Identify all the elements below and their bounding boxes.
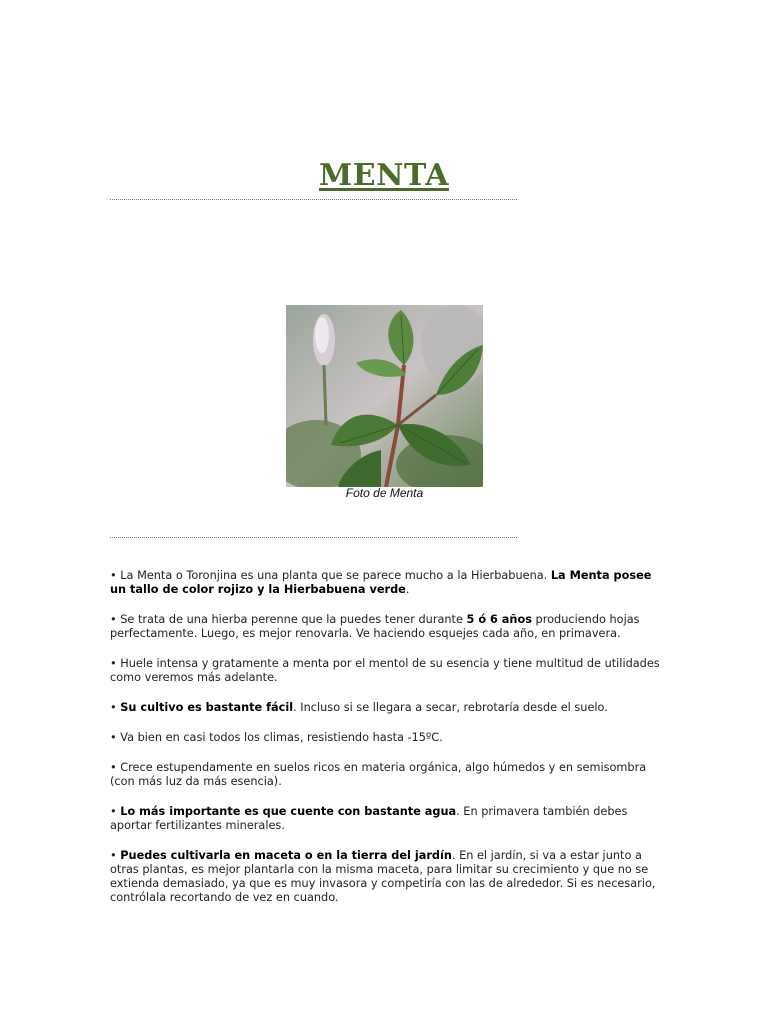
bullet-text: Se trata de una hierba perenne que la puedes tener durante (116, 613, 467, 626)
bullet-list (110, 569, 670, 921)
bullet-marker: • (110, 849, 117, 862)
bullet-text: La Menta o Toronjina es una planta que se parece mucho a la Hierbabuena. (116, 569, 551, 582)
bullet-text-bold: Lo más importante es que cuente con bastante agua (120, 805, 457, 818)
bullet-text: . Incluso si se llegara a secar, rebrotaría desde el suelo. (293, 701, 608, 714)
photo-caption: Foto de Menta (345, 486, 424, 500)
mint-photo (286, 305, 483, 487)
bullet-text: produciendo hojas perfectamente. Luego, es mejor renovarla. Ve haciendo esquejes cada año, en primavera. (110, 613, 640, 640)
bullet-item (110, 805, 670, 833)
bullet-marker: • (110, 805, 117, 818)
bullet-marker: • (110, 613, 117, 626)
bullet-item (110, 569, 670, 597)
bullet-text: . En primavera también debes aportar fertilizantes minerales. (110, 805, 628, 832)
bullet-text: Crece estupendamente en suelos ricos en materia orgánica, algo húmedos y en semisombra (con más luz da más esencia). (110, 761, 647, 788)
page-title: MENTA (319, 158, 449, 193)
bullet-marker: • (110, 657, 117, 670)
bullet-marker: • (110, 569, 117, 582)
bullet-marker: • (110, 731, 117, 744)
bullet-text: Va bien en casi todos los climas, resistiendo hasta -15ºC. (116, 731, 443, 744)
bullet-text: . (405, 583, 410, 596)
bullet-text-bold: 5 ó 6 años (466, 613, 532, 626)
bullet-marker: • (110, 701, 117, 714)
bullet-text: . En el jardín, si va a estar junto a otras plantas, es mejor plantarla con la misma maceta, para limitar su crecimiento y que no se extienda demasiado, ya que es muy invasora y competiría con las de alrededor. Si es necesario, contrólala recortando de vez en cuando. (110, 849, 656, 904)
bullet-item (110, 657, 670, 685)
bullet-item (110, 849, 670, 905)
bullet-text-bold: La Menta posee un tallo de color rojizo y la Hierbabuena verde (110, 569, 652, 596)
bullet-item (110, 761, 670, 789)
dotted-divider-top (110, 199, 517, 200)
bullet-text-bold: Puedes cultivarla en maceta o en la tierra del jardín (120, 849, 452, 862)
dotted-divider-bottom (110, 537, 517, 538)
bullet-text: Huele intensa y gratamente a menta por el mentol de su esencia y tiene multitud de utilidades como veremos más adelante. (110, 657, 660, 684)
bullet-marker: • (110, 761, 117, 774)
bullet-item (110, 731, 670, 745)
bullet-item (110, 613, 670, 641)
bullet-item (110, 701, 670, 715)
mint-plant-image (286, 305, 483, 487)
bullet-text-bold: Su cultivo es bastante fácil (120, 701, 294, 714)
